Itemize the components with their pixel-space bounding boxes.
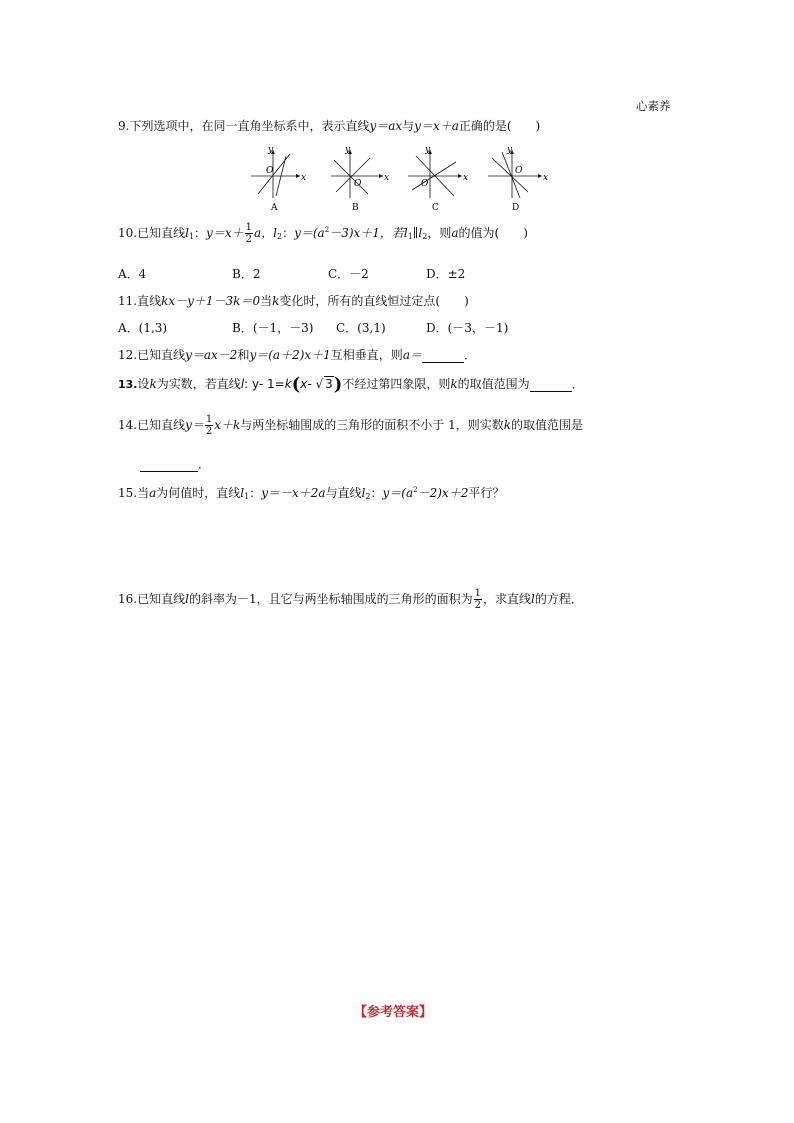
graph-a-label: A bbox=[271, 203, 278, 212]
q11-options bbox=[118, 319, 618, 335]
fraction-half: $\frac{1}{2}$ bbox=[205, 414, 213, 437]
q10-option-a[interactable]: A．4 bbox=[118, 267, 147, 281]
graph-c bbox=[408, 146, 468, 212]
q11-option-c[interactable]: C．(3,1) bbox=[336, 321, 386, 335]
graph-c-label: C bbox=[432, 203, 439, 212]
graph-b-x: x bbox=[384, 173, 390, 183]
reference-answer-heading: 【参考答案】 bbox=[354, 1005, 433, 1020]
question-12: 12.已知直线y＝ax－2和y＝(a＋2)x＋1互相垂直，则a＝ ． bbox=[118, 348, 476, 362]
q10-option-c[interactable]: C．－2 bbox=[328, 267, 369, 281]
graph-b bbox=[331, 146, 389, 212]
graph-d-label: D bbox=[512, 203, 520, 212]
graph-a-origin: O bbox=[266, 166, 274, 176]
graph-d-y: y bbox=[507, 146, 513, 155]
question-15: 15.当a为何值时，直线$l_1$：y＝－x＋2a与直线$l_2$：$y=(a^2-2)x+2$平行？ bbox=[118, 486, 505, 501]
fraction-half: $\frac{1}{2}$ bbox=[474, 588, 481, 611]
graph-a bbox=[251, 146, 306, 212]
graph-c-x: x bbox=[463, 173, 469, 183]
question-11: 11.直线kx－y＋1－3k＝0当k变化时，所有的直线恒过定点( ) bbox=[118, 294, 469, 308]
q12-answer-blank[interactable] bbox=[422, 348, 464, 363]
graph-a-y: y bbox=[268, 146, 274, 155]
sqrt-symbol: √ bbox=[315, 377, 324, 391]
question-13: 13.设k为实数，若直线l: y- 1=k(x- √ 3)不经过第四象限，则k的取值范围为 ． bbox=[118, 374, 584, 395]
q11-option-a[interactable]: A．(1,3) bbox=[118, 321, 168, 335]
question-9: 9.下列选项中，在同一直角坐标系中，表示直线y＝ax与y＝x＋a正确的是( ) bbox=[118, 119, 541, 133]
graph-d-x: x bbox=[543, 173, 548, 183]
question-16: 16.已知直线l的斜率为－1，且它与两坐标轴围成的三角形的面积为 $\frac{1}{2}$ ，求直线l的方程． bbox=[118, 588, 583, 611]
q10-option-d[interactable]: D．±2 bbox=[426, 267, 466, 281]
graph-b-y: y bbox=[345, 146, 351, 155]
graph-b-origin: O bbox=[354, 179, 362, 189]
q11-option-b[interactable]: B．(－1，－3) bbox=[232, 321, 314, 335]
fraction-half: $\frac{1}{2}$ bbox=[245, 222, 252, 245]
q11-option-d[interactable]: D．(－3，－1) bbox=[426, 321, 509, 335]
graph-d bbox=[488, 146, 548, 212]
graph-c-origin: O bbox=[421, 179, 429, 189]
q14-answer-blank[interactable] bbox=[140, 457, 198, 472]
graph-c-y: y bbox=[425, 146, 431, 155]
page-header: 心素养 bbox=[636, 99, 671, 113]
q13-answer-blank[interactable] bbox=[530, 377, 572, 392]
graph-b-label: B bbox=[352, 203, 359, 212]
q10-option-b[interactable]: B．2 bbox=[232, 267, 261, 281]
question-14: 14.已知直线y＝ $\frac{1}{2}$ x＋k与两坐标轴围成的三角形的面积不小于 1，则实数k的取值范围是 bbox=[118, 414, 584, 437]
q10-options bbox=[118, 265, 618, 281]
graph-d-origin: O bbox=[515, 166, 523, 176]
graph-a-x: x bbox=[301, 173, 307, 183]
q9-option-graphs bbox=[248, 146, 548, 212]
question-10: 10.已知直线$l_1$：y＝x＋ $\frac{1}{2}$ a，$l_2$：$y=(a^2-3)x+1$，若$l_1\parallel l_2$，则a的值为( ) bbox=[118, 222, 528, 245]
q14-answer-line: ． bbox=[140, 455, 210, 472]
